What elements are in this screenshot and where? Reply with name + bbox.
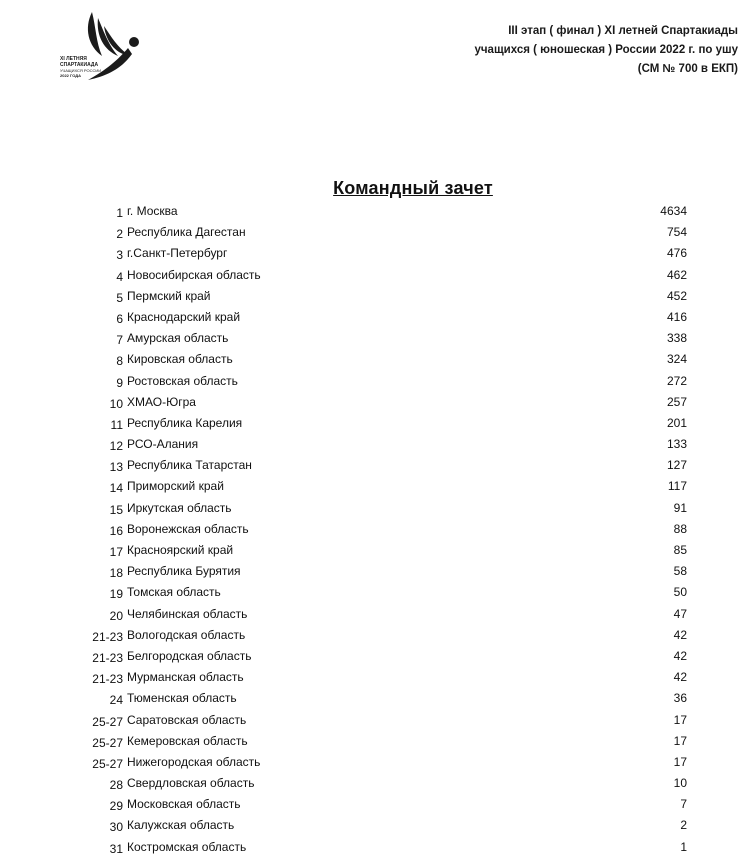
region-name-cell: Московская область (127, 797, 241, 812)
score-cell: 10 (673, 776, 687, 791)
region-name-cell: Краснодарский край (127, 309, 241, 324)
score-cell: 7 (680, 797, 687, 812)
standings-row (0, 709, 750, 730)
rank-cell: 16 (109, 523, 123, 538)
rank-cell: 7 (116, 333, 123, 348)
svg-text:XI ЛЕТНЯЯ: XI ЛЕТНЯЯ (60, 56, 87, 62)
rank-cell: 25-27 (92, 735, 123, 750)
region-name-cell: Республика Татарстан (127, 458, 252, 473)
region-name-cell: Амурская область (127, 331, 229, 346)
region-name-cell: ХМАО-Югра (127, 394, 196, 409)
standings-row (0, 285, 750, 306)
document-header (474, 22, 738, 79)
score-cell: 452 (666, 288, 687, 303)
score-cell: 50 (673, 585, 687, 600)
rank-cell: 31 (109, 841, 123, 856)
rank-cell: 8 (116, 354, 123, 369)
svg-text:2022 ГОДА: 2022 ГОДА (60, 73, 82, 78)
standings-row (0, 624, 750, 645)
score-cell: 476 (666, 246, 687, 261)
score-cell: 272 (666, 373, 687, 388)
score-cell: 42 (673, 648, 687, 663)
score-cell: 754 (666, 225, 687, 240)
standings-row (0, 306, 750, 327)
region-name-cell: Красноярский край (127, 543, 234, 557)
region-name-cell: г.Санкт-Петербург (127, 246, 228, 261)
region-name-cell: Иркутская область (127, 500, 232, 515)
standings-row (0, 200, 750, 221)
score-cell: 416 (666, 309, 687, 324)
score-cell: 462 (666, 267, 687, 282)
rank-cell: 29 (109, 799, 123, 814)
standings-row (0, 370, 750, 391)
score-cell: 88 (673, 521, 687, 536)
score-cell: 17 (673, 754, 687, 769)
score-cell: 201 (666, 415, 687, 430)
region-name-cell: Свердловская область (127, 776, 255, 791)
score-cell: 17 (673, 733, 687, 748)
standings-row (0, 264, 750, 285)
rank-cell: 13 (109, 460, 123, 475)
score-cell: 1 (680, 839, 687, 854)
region-name-cell: Челябинская область (127, 606, 248, 621)
region-name-cell: Белгородская область (127, 648, 252, 663)
region-name-cell: Вологодская область (127, 627, 246, 642)
team-standings-list (0, 200, 750, 857)
rank-cell: 10 (109, 396, 123, 411)
region-name-cell: РСО-Алания (127, 437, 199, 452)
score-cell: 117 (667, 479, 687, 494)
region-name-cell: Калужская область (127, 818, 235, 833)
rank-cell: 20 (109, 608, 123, 623)
standings-row (0, 687, 750, 708)
rank-cell: 9 (116, 375, 123, 390)
score-cell: 257 (666, 394, 687, 409)
region-name-cell: Республика Карелия (127, 415, 243, 430)
region-name-cell: Тюменская область (127, 691, 237, 706)
rank-cell: 30 (109, 820, 123, 835)
logo-emblem-icon (58, 8, 148, 93)
rank-cell: 6 (116, 311, 123, 326)
standings-row (0, 772, 750, 793)
rank-cell: 19 (109, 587, 123, 602)
standings-row (0, 391, 750, 412)
page-title: Командный зачет (333, 178, 493, 198)
region-name-cell: Костромская область (127, 839, 247, 854)
region-name-cell: Воронежская область (127, 521, 249, 536)
region-name-cell: Новосибирская область (127, 267, 261, 282)
rank-cell: 2 (116, 227, 123, 242)
rank-cell: 28 (109, 778, 123, 793)
rank-cell: 14 (109, 481, 123, 496)
standings-row (0, 836, 750, 857)
rank-cell: 25-27 (92, 756, 123, 771)
standings-row (0, 581, 750, 602)
score-cell: 36 (673, 691, 687, 706)
standings-row (0, 412, 750, 433)
score-cell: 58 (673, 564, 687, 579)
standings-row (0, 539, 750, 560)
region-name-cell: Республика Дагестан (127, 225, 246, 240)
region-name-cell: Кемеровская область (127, 733, 248, 748)
rank-cell: 25-27 (92, 714, 123, 729)
standings-row (0, 645, 750, 666)
region-name-cell: г. Москва (127, 204, 178, 218)
spartakiad-logo (58, 8, 148, 93)
standings-row (0, 497, 750, 518)
region-name-cell: Республика Бурятия (127, 564, 241, 579)
region-name-cell: Саратовская область (127, 712, 247, 727)
standings-row (0, 793, 750, 814)
standings-row (0, 242, 750, 263)
region-name-cell: Мурманская область (127, 670, 244, 685)
standings-row (0, 603, 750, 624)
standings-row (0, 454, 750, 475)
score-cell: 338 (666, 331, 687, 346)
rank-cell: 18 (109, 566, 123, 581)
score-cell: 91 (673, 500, 687, 515)
score-cell: 324 (666, 352, 687, 367)
header-line-2: учащихся ( юношеская ) России 2022 г. по ушу (474, 44, 738, 56)
svg-text:УЧАЩИХСЯ РОССИИ: УЧАЩИХСЯ РОССИИ (60, 68, 102, 73)
score-cell: 42 (673, 670, 687, 685)
region-name-cell: Приморский край (127, 479, 224, 494)
rank-cell: 3 (116, 248, 123, 263)
standings-row (0, 475, 750, 496)
score-cell: 4634 (660, 204, 687, 218)
standings-row (0, 560, 750, 581)
standings-row (0, 518, 750, 539)
region-name-cell: Нижегородская область (127, 754, 261, 769)
standings-row (0, 221, 750, 242)
rank-cell: 24 (109, 693, 123, 708)
rank-cell: 1 (116, 206, 123, 220)
score-cell: 47 (673, 606, 687, 621)
rank-cell: 5 (116, 290, 123, 305)
score-cell: 2 (680, 818, 687, 833)
standings-row (0, 327, 750, 348)
region-name-cell: Ростовская область (127, 373, 238, 388)
rank-cell: 12 (109, 439, 123, 454)
rank-cell: 21-23 (92, 650, 123, 665)
standings-row (0, 814, 750, 835)
rank-cell: 21-23 (92, 672, 123, 687)
rank-cell: 4 (116, 269, 123, 284)
header-line-3: (СМ № 700 в ЕКП) (637, 63, 738, 75)
score-cell: 85 (673, 543, 687, 557)
standings-row (0, 730, 750, 751)
score-cell: 42 (673, 627, 687, 642)
region-name-cell: Кировская область (127, 352, 233, 367)
standings-row (0, 433, 750, 454)
standings-row (0, 348, 750, 369)
standings-row (0, 666, 750, 687)
standings-row (0, 751, 750, 772)
header-line-1: III этап ( финал ) XI летней Спартакиады (508, 25, 738, 37)
region-name-cell: Пермский край (127, 288, 211, 303)
rank-cell: 21-23 (92, 629, 123, 644)
rank-cell: 15 (109, 502, 123, 517)
score-cell: 127 (666, 458, 687, 473)
svg-text:СПАРТАКИАДА: СПАРТАКИАДА (60, 62, 99, 68)
score-cell: 17 (673, 712, 687, 727)
rank-cell: 11 (110, 417, 123, 432)
score-cell: 133 (666, 437, 687, 452)
region-name-cell: Томская область (127, 585, 221, 600)
rank-cell: 17 (109, 545, 123, 559)
